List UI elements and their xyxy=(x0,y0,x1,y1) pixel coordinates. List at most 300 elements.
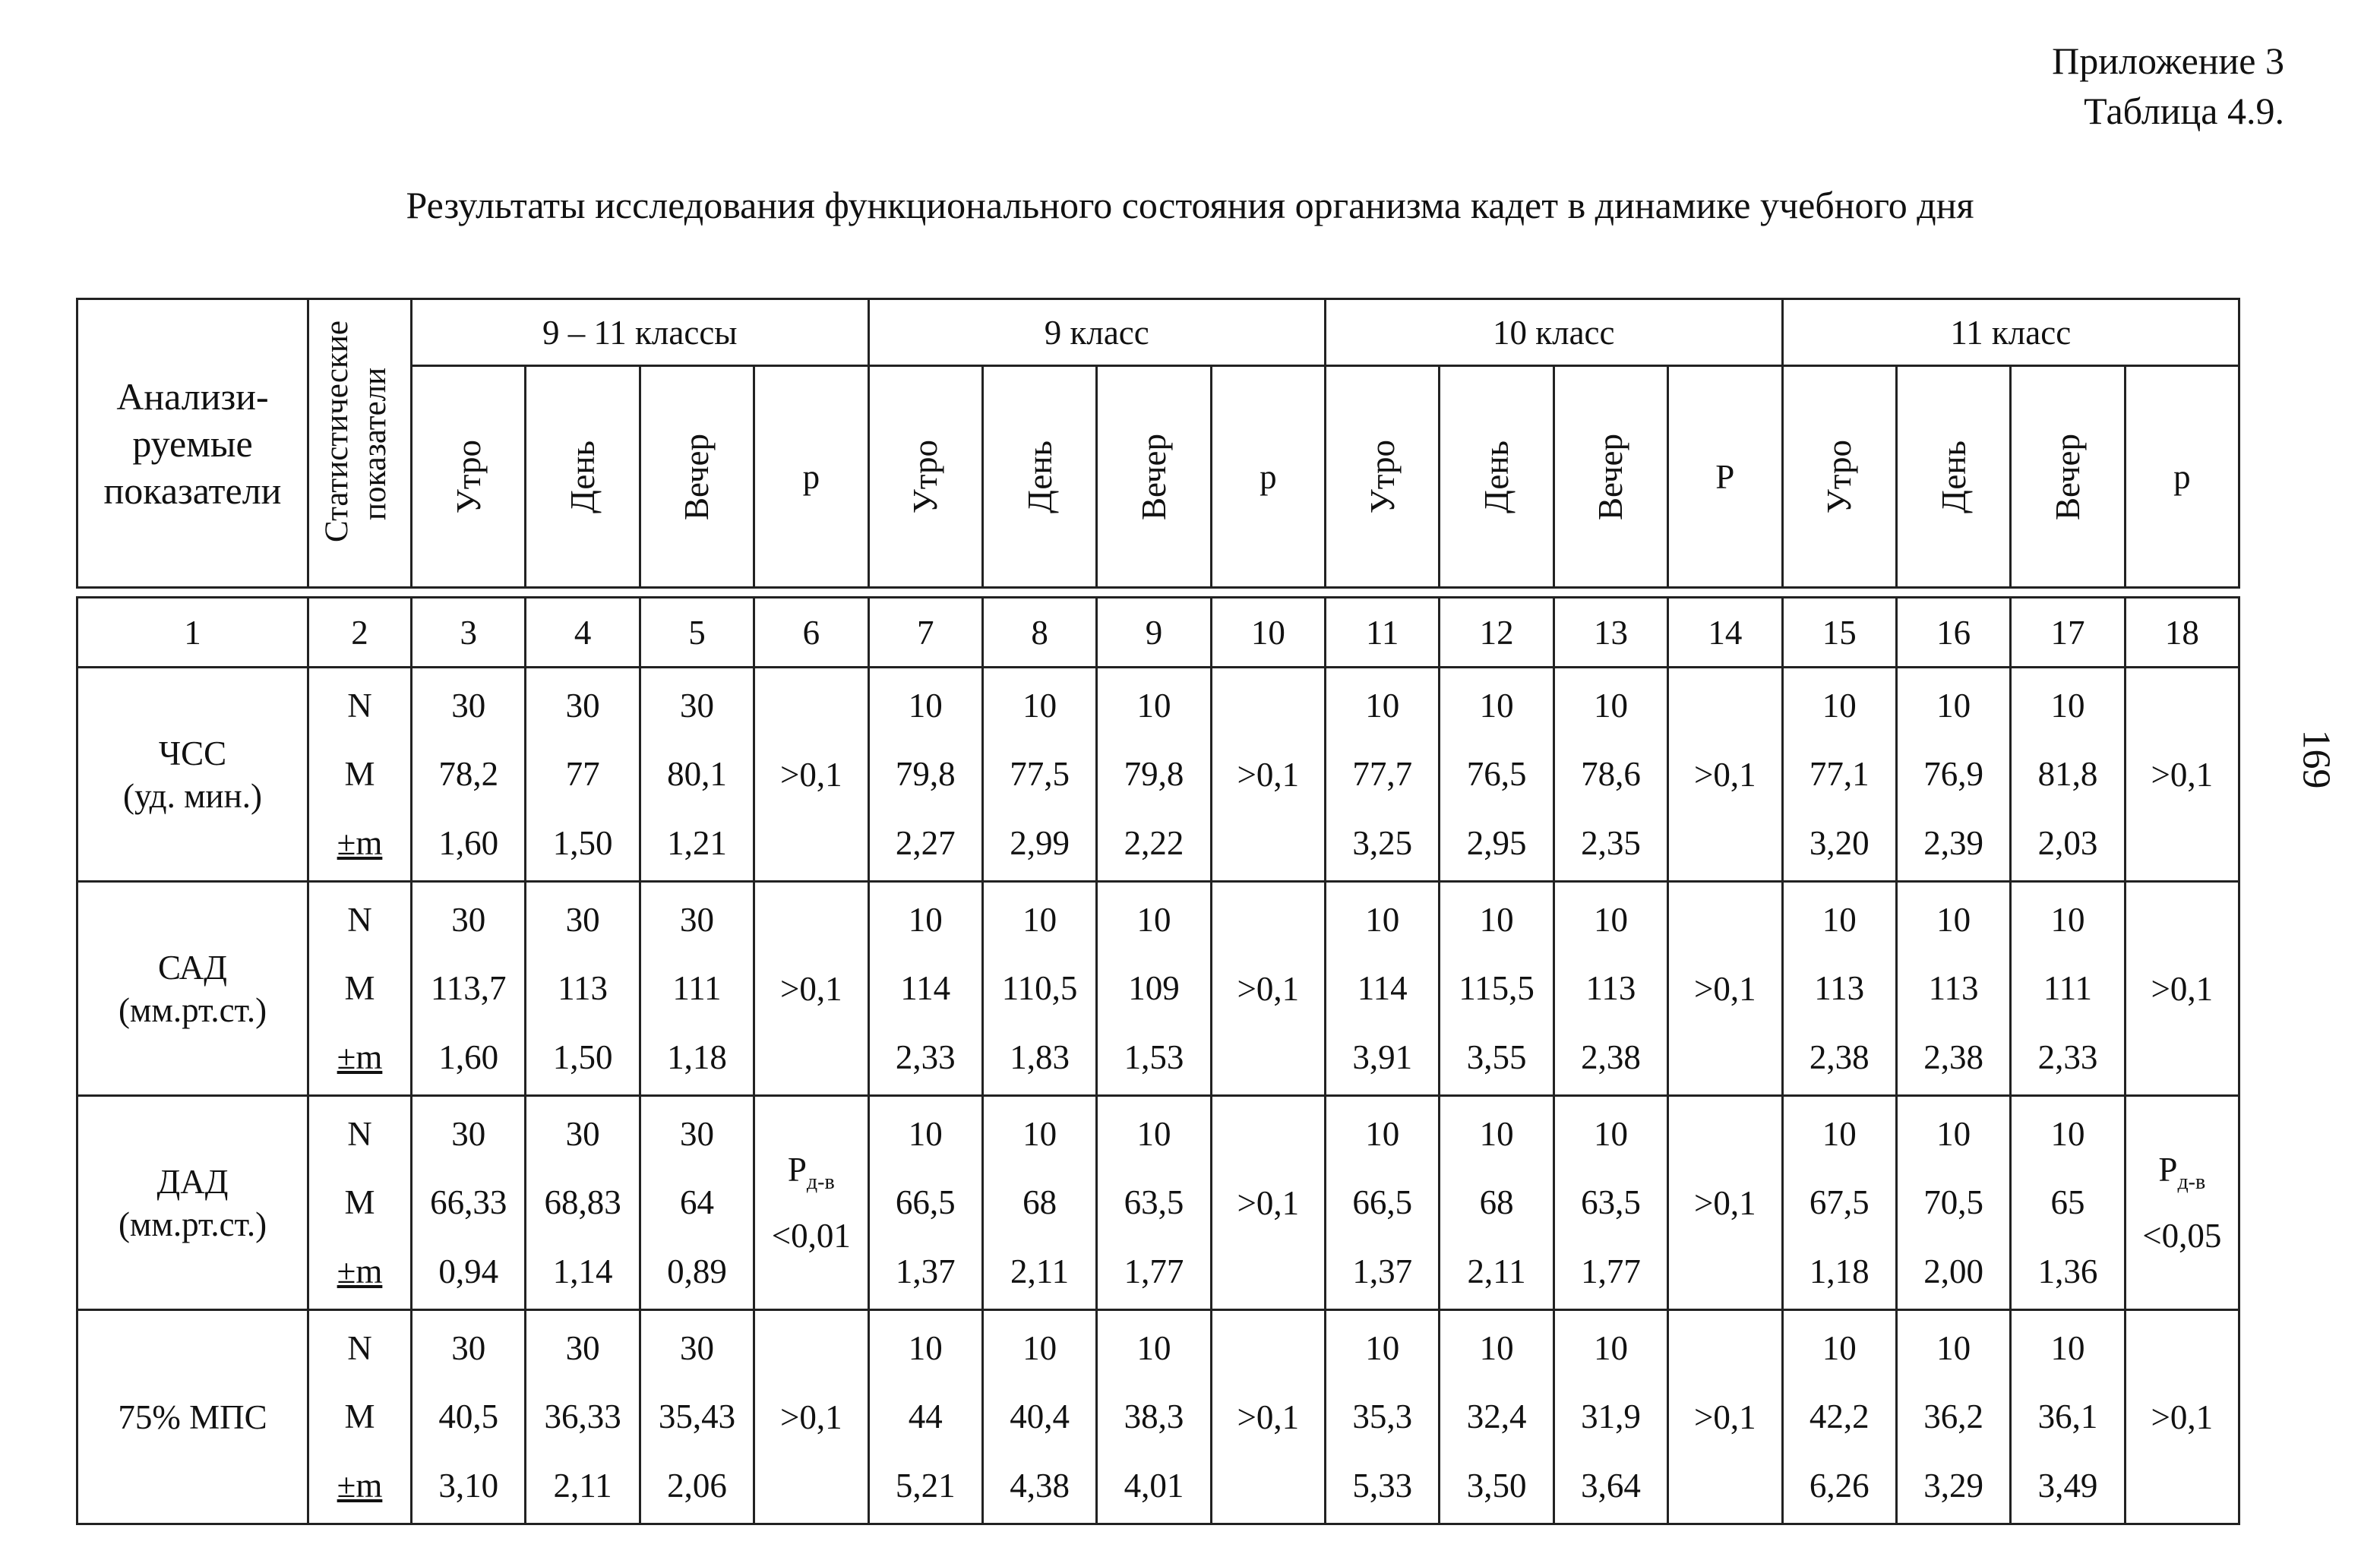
value-stack xyxy=(1440,886,1552,1092)
period-header-wrap xyxy=(412,367,524,586)
m-value: 42,2 xyxy=(1809,1398,1870,1436)
m-value: 114 xyxy=(1357,969,1408,1008)
n-value: 10 xyxy=(908,1328,943,1367)
value-stack xyxy=(1440,1100,1552,1306)
m-value: 113 xyxy=(1814,969,1865,1008)
value-cell xyxy=(2011,1310,2125,1524)
n-value: 10 xyxy=(1822,1328,1857,1367)
p-value-cell xyxy=(1211,882,1325,1096)
value-cell xyxy=(526,1096,640,1310)
period-header-day xyxy=(982,366,1096,588)
m-value: 77,7 xyxy=(1352,755,1413,794)
sem-value: 1,83 xyxy=(1010,1038,1070,1077)
period-header-p xyxy=(1211,366,1325,588)
period-header-text: Вечер xyxy=(1134,433,1173,520)
sem-value: 1,18 xyxy=(1809,1252,1870,1291)
m-value: 80,1 xyxy=(667,755,727,794)
period-header-wrap xyxy=(1555,367,1667,586)
period-header-text: Вечер xyxy=(1591,433,1630,520)
n-value: 10 xyxy=(1479,1114,1514,1153)
period-header-text: Утро xyxy=(906,439,945,514)
p-value: >0,1 xyxy=(1237,1398,1300,1436)
value-cell xyxy=(1553,1096,1667,1310)
value-cell xyxy=(1896,882,2010,1096)
period-header-text: День xyxy=(1020,440,1059,513)
value-stack xyxy=(1326,1100,1438,1306)
value-stack xyxy=(2012,1100,2123,1306)
n-value: 10 xyxy=(1136,1328,1171,1367)
n-value: 10 xyxy=(1022,900,1057,939)
p-value: >0,1 xyxy=(1237,969,1300,1008)
period-header-wrap xyxy=(1326,367,1438,586)
p-value: >0,1 xyxy=(2151,755,2214,794)
sem-value: 2,11 xyxy=(553,1467,612,1505)
n-value: 10 xyxy=(1479,686,1514,725)
group-header-all: 9 – 11 классы xyxy=(412,299,869,366)
n-value: 10 xyxy=(1022,1328,1057,1367)
m-value: 70,5 xyxy=(1923,1183,1983,1222)
indicator-label: 75% МПС xyxy=(118,1398,267,1436)
sem-value: 3,55 xyxy=(1466,1038,1527,1077)
period-header-day xyxy=(1896,366,2010,588)
sem-value: 4,01 xyxy=(1124,1467,1184,1505)
period-header-wrap xyxy=(1784,367,1895,586)
value-cell xyxy=(1097,1310,1211,1524)
value-stack xyxy=(1440,1314,1552,1521)
n-value: 10 xyxy=(1136,1114,1171,1153)
m-value: 66,5 xyxy=(895,1183,956,1222)
period-header-morning xyxy=(412,366,526,588)
m-value: 115,5 xyxy=(1459,969,1535,1008)
p-value: >0,1 xyxy=(2151,1398,2214,1436)
value-cell xyxy=(1097,668,1211,882)
value-stack xyxy=(526,1314,638,1521)
m-value: 36,33 xyxy=(544,1398,621,1436)
period-header-morning xyxy=(868,366,982,588)
n-value: 30 xyxy=(565,686,600,725)
column-number: 8 xyxy=(982,598,1096,668)
period-header-wrap xyxy=(1440,367,1552,586)
period-header-wrap xyxy=(984,367,1095,586)
n-value: 10 xyxy=(1593,686,1628,725)
indicator-cell xyxy=(77,1096,308,1310)
m-value: 65 xyxy=(2050,1183,2085,1222)
p-label-letter: Р xyxy=(787,1151,807,1189)
value-cell xyxy=(1782,1096,1896,1310)
n-value: 10 xyxy=(1822,900,1857,939)
value-cell xyxy=(868,1310,982,1524)
column-number: 4 xyxy=(526,598,640,668)
sem-value: 2,27 xyxy=(895,824,956,863)
column-number: 15 xyxy=(1782,598,1896,668)
value-stack xyxy=(984,1314,1095,1521)
value-stack xyxy=(1555,1100,1667,1306)
value-cell xyxy=(1097,1096,1211,1310)
sem-value: 6,26 xyxy=(1809,1467,1870,1505)
value-cell xyxy=(1896,668,2010,882)
sem-value: 3,25 xyxy=(1352,824,1413,863)
value-stack xyxy=(870,1314,981,1521)
m-value: 77,1 xyxy=(1809,755,1870,794)
stat-label: M xyxy=(344,755,375,794)
m-value: 110,5 xyxy=(1001,969,1078,1008)
m-value: 78,2 xyxy=(438,755,499,794)
sem-value: 2,06 xyxy=(667,1467,727,1505)
value-stack xyxy=(412,1100,524,1306)
value-cell xyxy=(982,882,1096,1096)
value-cell xyxy=(982,1310,1096,1524)
column-number: 18 xyxy=(2125,598,2239,668)
period-header-text: День xyxy=(564,440,602,513)
indicator-label: САД xyxy=(158,948,227,987)
m-value: 77 xyxy=(565,755,600,794)
value-stack xyxy=(412,671,524,878)
results-table xyxy=(76,298,2240,1525)
p-header-text: р xyxy=(2173,457,2191,496)
value-cell xyxy=(1440,668,1553,882)
value-cell xyxy=(1896,1096,2010,1310)
value-stack xyxy=(412,886,524,1092)
p-value-cell xyxy=(2125,1096,2239,1310)
sem-value: 0,94 xyxy=(438,1252,499,1291)
n-value: 10 xyxy=(1936,1114,1971,1153)
m-value: 38,3 xyxy=(1124,1398,1184,1436)
value-cell xyxy=(868,668,982,882)
p-value-cell xyxy=(1211,1096,1325,1310)
value-stack xyxy=(870,886,981,1092)
value-cell xyxy=(1440,1310,1553,1524)
value-cell xyxy=(982,1096,1096,1310)
n-value: 10 xyxy=(1022,686,1057,725)
period-header-morning xyxy=(1326,366,1440,588)
n-value: 10 xyxy=(1365,686,1400,725)
period-header-text: Утро xyxy=(1820,439,1859,514)
value-cell xyxy=(412,1310,526,1524)
column-number: 5 xyxy=(640,598,754,668)
sem-value: 2,95 xyxy=(1466,824,1527,863)
p-header-text: Р xyxy=(1715,457,1735,496)
p-value: >0,1 xyxy=(779,1398,842,1436)
column-number: 1 xyxy=(77,598,308,668)
period-header-wrap xyxy=(1898,367,2009,586)
m-value: 113,7 xyxy=(430,969,507,1008)
sem-value: 1,14 xyxy=(552,1252,613,1291)
group-header-10: 10 класс xyxy=(1326,299,1783,366)
p-value: >0,1 xyxy=(779,755,842,794)
sem-value: 1,18 xyxy=(667,1038,727,1077)
n-value: 10 xyxy=(1936,900,1971,939)
n-value: 30 xyxy=(679,1114,714,1153)
n-value: 30 xyxy=(451,900,486,939)
m-value: 77,5 xyxy=(1010,755,1070,794)
stat-labels-stack xyxy=(309,1314,410,1521)
value-stack xyxy=(1784,1100,1895,1306)
n-value: 10 xyxy=(1136,900,1171,939)
value-stack xyxy=(2012,1314,2123,1521)
period-header-wrap xyxy=(641,367,753,586)
n-value: 10 xyxy=(1936,686,1971,725)
period-header-text: Вечер xyxy=(2048,433,2087,520)
period-header-evening xyxy=(1097,366,1211,588)
value-stack xyxy=(984,886,1095,1092)
n-value: 30 xyxy=(451,1328,486,1367)
m-value: 31,9 xyxy=(1581,1398,1641,1436)
value-stack xyxy=(1555,886,1667,1092)
value-stack xyxy=(984,671,1095,878)
n-value: 30 xyxy=(565,900,600,939)
m-value: 40,5 xyxy=(438,1398,499,1436)
n-value: 10 xyxy=(1822,1114,1857,1153)
value-cell xyxy=(526,1310,640,1524)
p-value-cell xyxy=(1668,668,1782,882)
m-value: 36,1 xyxy=(2037,1398,2098,1436)
value-cell xyxy=(1326,1310,1440,1524)
value-stack xyxy=(641,1100,753,1306)
n-value: 10 xyxy=(1593,1114,1628,1153)
value-stack xyxy=(1784,671,1895,878)
indicator-label: ДАД xyxy=(156,1162,229,1201)
p-value: <0,01 xyxy=(771,1217,851,1255)
n-value: 30 xyxy=(451,1114,486,1153)
period-header-wrap xyxy=(2012,367,2123,586)
stat-label: N xyxy=(347,1114,372,1153)
value-stack xyxy=(526,671,638,878)
sem-value: 2,39 xyxy=(1923,824,1983,863)
value-cell xyxy=(1782,1310,1896,1524)
m-value: 79,8 xyxy=(895,755,956,794)
n-value: 10 xyxy=(908,900,943,939)
n-value: 10 xyxy=(2050,900,2085,939)
value-stack xyxy=(1440,671,1552,878)
period-header-text: День xyxy=(1478,440,1516,513)
value-stack xyxy=(1784,886,1895,1092)
m-value: 40,4 xyxy=(1010,1398,1070,1436)
value-stack xyxy=(1326,886,1438,1092)
value-cell xyxy=(1440,1096,1553,1310)
column-number: 13 xyxy=(1553,598,1667,668)
sem-value: 3,64 xyxy=(1581,1467,1641,1505)
stat-labels-stack xyxy=(309,1100,410,1306)
sem-value: 4,38 xyxy=(1010,1467,1070,1505)
n-value: 10 xyxy=(1593,1328,1628,1367)
p-value: >0,1 xyxy=(1237,755,1300,794)
sem-value: 2,22 xyxy=(1124,824,1184,863)
stat-label: N xyxy=(347,900,372,939)
sem-value: 1,53 xyxy=(1124,1038,1184,1077)
sem-value: 3,20 xyxy=(1809,824,1870,863)
period-header-day xyxy=(526,366,640,588)
value-cell xyxy=(1553,668,1667,882)
m-value: 79,8 xyxy=(1124,755,1184,794)
p-value-cell xyxy=(754,882,868,1096)
p-value-cell xyxy=(2125,1310,2239,1524)
value-cell xyxy=(412,882,526,1096)
sem-value: 1,77 xyxy=(1581,1252,1641,1291)
value-cell xyxy=(1896,1310,2010,1524)
period-header-evening xyxy=(640,366,754,588)
value-cell xyxy=(412,1096,526,1310)
column-number: 10 xyxy=(1211,598,1325,668)
value-stack xyxy=(870,671,981,878)
n-value: 30 xyxy=(451,686,486,725)
table-title: Результаты исследования функционального состояния организма кадет в динамике учебного дня xyxy=(406,184,1974,226)
value-stack xyxy=(641,886,753,1092)
value-stack xyxy=(1898,886,2009,1092)
p-value: >0,1 xyxy=(1693,969,1756,1008)
value-stack xyxy=(1098,1100,1209,1306)
value-cell xyxy=(868,1096,982,1310)
table-body xyxy=(77,668,2239,1524)
m-value: 113 xyxy=(1928,969,1979,1008)
value-stack xyxy=(1898,671,2009,878)
value-stack xyxy=(1784,1314,1895,1521)
m-value: 66,5 xyxy=(1352,1183,1413,1222)
column-number: 9 xyxy=(1097,598,1211,668)
n-value: 30 xyxy=(679,1328,714,1367)
value-cell xyxy=(640,882,754,1096)
m-value: 36,2 xyxy=(1923,1398,1983,1436)
value-cell xyxy=(640,1096,754,1310)
n-value: 10 xyxy=(1479,1328,1514,1367)
sem-value: 1,50 xyxy=(552,1038,613,1077)
indicator-cell xyxy=(77,1310,308,1524)
table-row xyxy=(77,882,2239,1096)
period-header-morning xyxy=(1782,366,1896,588)
m-value: 35,43 xyxy=(658,1398,736,1436)
p-value-cell xyxy=(1668,882,1782,1096)
m-value: 35,3 xyxy=(1352,1398,1413,1436)
period-header-p xyxy=(2125,366,2239,588)
n-value: 10 xyxy=(2050,1114,2085,1153)
stat-label: ±m xyxy=(337,1467,383,1505)
header-separator xyxy=(77,588,2239,598)
sem-value: 5,33 xyxy=(1352,1467,1413,1505)
column-number: 14 xyxy=(1668,598,1782,668)
p-label-subscript: д-в xyxy=(806,1170,835,1194)
value-stack xyxy=(1098,1314,1209,1521)
m-value: 78,6 xyxy=(1581,755,1641,794)
m-value: 81,8 xyxy=(2037,755,2098,794)
sem-value: 1,50 xyxy=(552,824,613,863)
p-value-cell xyxy=(754,1096,868,1310)
p-value: >0,1 xyxy=(779,969,842,1008)
sem-value: 1,77 xyxy=(1124,1252,1184,1291)
p-value-cell xyxy=(1211,1310,1325,1524)
n-value: 10 xyxy=(1136,686,1171,725)
p-header-text: р xyxy=(1260,457,1277,496)
n-value: 30 xyxy=(679,900,714,939)
value-stack xyxy=(1555,1314,1667,1521)
n-value: 30 xyxy=(565,1328,600,1367)
m-value: 66,33 xyxy=(430,1183,507,1222)
p-label xyxy=(755,1150,867,1195)
period-header-day xyxy=(1440,366,1553,588)
n-value: 10 xyxy=(1936,1328,1971,1367)
sem-value: 3,49 xyxy=(2037,1467,2098,1505)
stat-label: M xyxy=(344,1398,375,1436)
page-number: 169 xyxy=(2294,729,2338,789)
column-number-row xyxy=(77,598,2239,668)
value-stack xyxy=(1555,671,1667,878)
n-value: 10 xyxy=(2050,1328,2085,1367)
period-header-text: Утро xyxy=(1363,439,1402,514)
p-value: >0,1 xyxy=(1237,1183,1300,1222)
column-number: 2 xyxy=(308,598,412,668)
sem-value: 2,33 xyxy=(895,1038,956,1077)
sem-value: 2,03 xyxy=(2037,824,2098,863)
p-value-cell xyxy=(1211,668,1325,882)
n-value: 10 xyxy=(1365,900,1400,939)
m-value: 68 xyxy=(1022,1183,1057,1222)
p-header-text: р xyxy=(802,457,820,496)
n-value: 30 xyxy=(565,1114,600,1153)
value-cell xyxy=(1782,668,1896,882)
p-label-subscript: д-в xyxy=(2177,1170,2206,1194)
column-number: 3 xyxy=(412,598,526,668)
m-value: 68,83 xyxy=(544,1183,621,1222)
n-value: 10 xyxy=(1822,686,1857,725)
n-value: 10 xyxy=(1365,1114,1400,1153)
n-value: 10 xyxy=(2050,686,2085,725)
value-cell xyxy=(1326,668,1440,882)
p-value: >0,1 xyxy=(2151,969,2214,1008)
table-row xyxy=(77,1310,2239,1524)
value-stack xyxy=(412,1314,524,1521)
value-cell xyxy=(526,882,640,1096)
m-value: 114 xyxy=(900,969,951,1008)
indicators-column-header: Анализи-руемые показатели xyxy=(77,299,308,588)
stat-labels-cell xyxy=(308,668,412,882)
value-cell xyxy=(1097,882,1211,1096)
sem-value: 0,89 xyxy=(667,1252,727,1291)
stat-label: N xyxy=(347,686,372,725)
value-cell xyxy=(412,668,526,882)
value-cell xyxy=(640,668,754,882)
group-header-9: 9 класс xyxy=(868,299,1326,366)
column-number: 7 xyxy=(868,598,982,668)
p-value-cell xyxy=(1668,1096,1782,1310)
stat-label: ±m xyxy=(337,1252,383,1291)
value-stack xyxy=(1326,671,1438,878)
sem-value: 1,21 xyxy=(667,824,727,863)
sem-value: 2,38 xyxy=(1923,1038,1983,1077)
table-row xyxy=(77,1096,2239,1310)
value-cell xyxy=(1326,1096,1440,1310)
stat-label: M xyxy=(344,1183,375,1222)
stat-column-header-text: Статистические показатели xyxy=(318,320,393,542)
m-value: 111 xyxy=(2043,969,2093,1008)
value-cell xyxy=(1440,882,1553,1096)
p-value-cell xyxy=(754,1310,868,1524)
sem-value: 2,00 xyxy=(1923,1252,1983,1291)
m-value: 64 xyxy=(679,1183,714,1222)
m-value: 67,5 xyxy=(1809,1183,1870,1222)
indicator-label: (уд. мин.) xyxy=(123,776,262,815)
group-header-11: 11 класс xyxy=(1782,299,2239,366)
n-value: 10 xyxy=(1593,900,1628,939)
indicator-cell xyxy=(77,882,308,1096)
sem-value: 3,91 xyxy=(1352,1038,1413,1077)
stat-label: M xyxy=(344,969,375,1008)
column-number: 6 xyxy=(754,598,868,668)
indicator-label: ЧСС xyxy=(158,734,227,772)
sem-value: 3,29 xyxy=(1923,1467,1983,1505)
value-cell xyxy=(1553,882,1667,1096)
stat-labels-stack xyxy=(309,886,410,1092)
period-header-text: Вечер xyxy=(678,433,716,520)
sem-value: 2,35 xyxy=(1581,824,1641,863)
p-value-cell xyxy=(2125,668,2239,882)
